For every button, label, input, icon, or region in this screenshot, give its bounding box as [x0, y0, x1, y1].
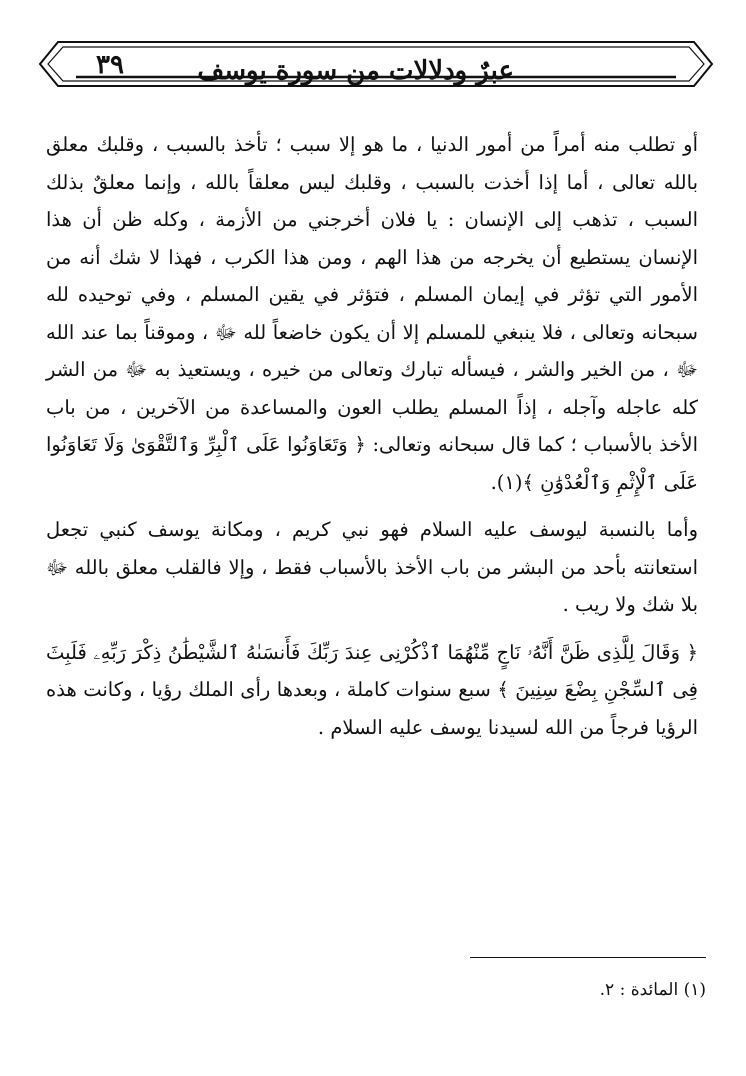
paragraph-3: ﴿ وَقَالَ لِلَّذِى ظَنَّ أَنَّهُۥ نَاجٍ مِّنْهُمَا ٱذْكُرْنِى عِندَ رَبِّكَ فَأَنسَىٰهُ ٱلشَّيْطَٰنُ ذِكْرَ رَبِّهِۦ فَلَبِثَ فِى ٱلسِّجْنِ بِضْعَ سِنِينَ ﴾ سبع سنوات كاملة ، وبعدها رأى الملك رؤيا ، وكانت هذه الرؤيا فرجاً من الله لسيدنا يوسف عليه السلام . — [46, 640, 698, 739]
body-text — [46, 126, 698, 756]
footnote: (١) المائدة : ٢. — [599, 980, 706, 1000]
footnote-divider — [470, 957, 706, 958]
page-number: ٣٩ — [96, 50, 124, 80]
running-title: عبرٌ ودلالات من سورة يوسف — [197, 56, 514, 86]
paragraph-1: أو تطلب منه أمراً من أمور الدنيا ، ما هو إلا سبب ؛ تأخذ بالسبب ، وقلبك معلق بالله تعالى ، أما إذا أخذت بالسبب ، وقلبك ليس معلقاً بالله ، وإنما معلقٌ بذلك السبب ، تذهب إلى الإنسان : يا فلان أخرجني من الأزمة ، وكله ظن أن هذا الإنسان يستطيع أن يخرجه من هذا الهم ، ومن هذا الكرب ، فهذا لا شك أنه من الأمور التي تؤثر في إيمان المسلم ، فتؤثر في يقين المسلم ، وفي توحيده لله سبحانه وتعالى ، فلا ينبغي للمسلم إلا أن يكون خاضعاً لله ﷻ ، وموقناً بما عند الله ﷻ ، من الخير والشر ، فيسأله تبارك وتعالى من خيره ، ويستعيذ به ﷻ من الشر كله عاجله وآجله ، إذاً المسلم يطلب العون والمساعدة من الآخرين ، من باب الأخذ بالأسباب ؛ كما قال سبحانه وتعالى: ﴿ وَتَعَاوَنُوا عَلَى ٱلْبِرِّ وَٱلتَّقْوَىٰ وَلَا تَعَاوَنُوا عَلَى ٱلْإِثْمِ وَٱلْعُدْوَٰنِ ﴾(١). — [46, 133, 698, 494]
paragraph-2: وأما بالنسبة ليوسف عليه السلام فهو نبي كريم ، ومكانة يوسف كنبي تجعل استعانته بأحد من البشر من باب الأخذ بالأسباب فقط ، وإلا فالقلب معلق بالله ﷻ بلا شك ولا ريب . — [46, 518, 698, 616]
